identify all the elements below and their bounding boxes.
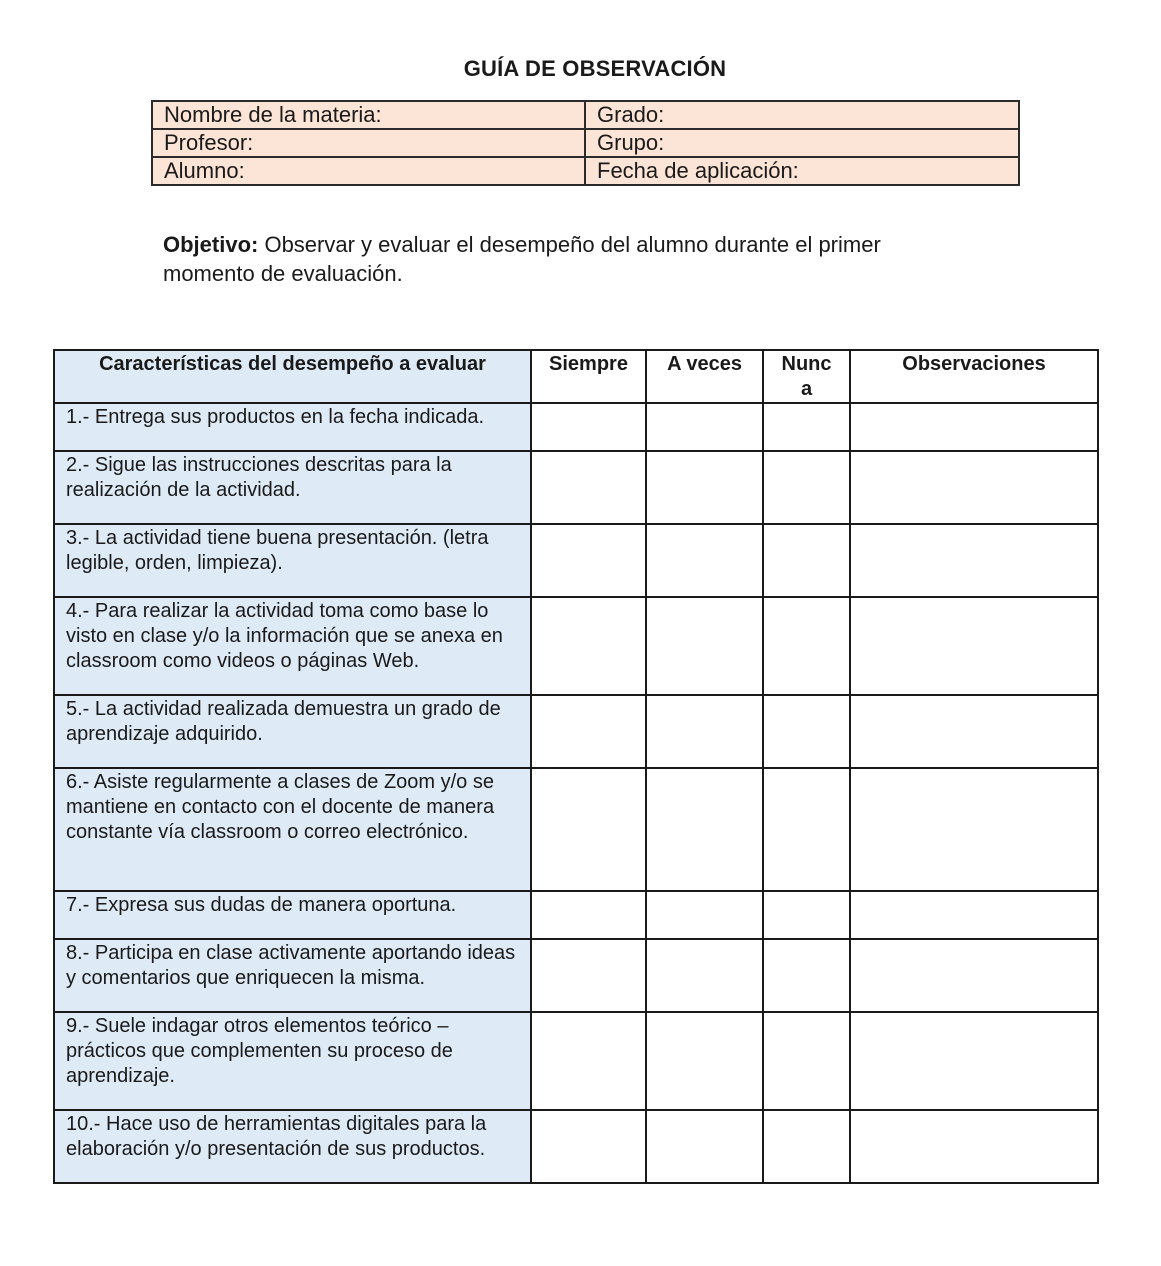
criterion-text: 7.- Expresa sus dudas de manera oportuna. [54,891,531,939]
criterion-text: 1.- Entrega sus productos en la fecha indicada. [54,403,531,451]
table-row [54,939,1098,1012]
table-row [54,768,1098,891]
criterion-text: 8.- Participa en clase activamente aportando ideas y comentarios que enriquecen la misma. [54,939,531,1012]
header-characteristics: Características del desempeño a evaluar [54,350,531,403]
header-a-veces: A veces [646,350,763,403]
criterion-text: 2.- Sigue las instrucciones descritas para la realización de la actividad. [54,451,531,524]
observaciones-cell[interactable] [850,1110,1098,1183]
siempre-cell[interactable] [531,695,646,768]
a-veces-cell[interactable] [646,695,763,768]
table-row [54,524,1098,597]
a-veces-cell[interactable] [646,451,763,524]
objective-text: Observar y evaluar el desempeño del alumno durante el primer momento de evaluación. [163,232,881,286]
table-row [54,451,1098,524]
observaciones-cell[interactable] [850,1012,1098,1110]
table-row [54,1110,1098,1183]
student-field[interactable]: Alumno: [152,157,585,185]
criterion-text: 10.- Hace uso de herramientas digitales para la elaboración y/o presentación de sus productos. [54,1110,531,1183]
siempre-cell[interactable] [531,939,646,1012]
siempre-cell[interactable] [531,403,646,451]
nunca-cell[interactable] [763,695,850,768]
header-siempre: Siempre [531,350,646,403]
teacher-field[interactable]: Profesor: [152,129,585,157]
group-field[interactable]: Grupo: [585,129,1019,157]
nunca-cell[interactable] [763,403,850,451]
a-veces-cell[interactable] [646,1012,763,1110]
observaciones-cell[interactable] [850,768,1098,891]
table-row [54,1012,1098,1110]
objective-paragraph [163,230,963,288]
criterion-text: 5.- La actividad realizada demuestra un grado de aprendizaje adquirido. [54,695,531,768]
evaluation-body [54,403,1098,1183]
table-row [54,891,1098,939]
observaciones-cell[interactable] [850,524,1098,597]
page-title: GUÍA DE OBSERVACIÓN [463,56,727,81]
application-date-field[interactable]: Fecha de aplicación: [585,157,1019,185]
a-veces-cell[interactable] [646,597,763,695]
criterion-text: 9.- Suele indagar otros elementos teórico – prácticos que complementen su proceso de aprendizaje. [54,1012,531,1110]
table-row [54,403,1098,451]
evaluation-table [53,349,1099,1184]
siempre-cell[interactable] [531,597,646,695]
table-row [54,597,1098,695]
objective-label: Objetivo: [163,232,259,257]
observaciones-cell[interactable] [850,403,1098,451]
siempre-cell[interactable] [531,451,646,524]
criterion-text: 6.- Asiste regularmente a clases de Zoom y/o se mantiene en contacto con el docente de manera constante vía classroom o correo electrónico. [54,768,531,891]
header-nunca: Nunc a [763,350,850,403]
nunca-cell[interactable] [763,1110,850,1183]
info-row [152,101,1019,129]
siempre-cell[interactable] [531,1110,646,1183]
subject-name-field[interactable]: Nombre de la materia: [152,101,585,129]
nunca-cell[interactable] [763,1012,850,1110]
a-veces-cell[interactable] [646,524,763,597]
siempre-cell[interactable] [531,768,646,891]
observaciones-cell[interactable] [850,891,1098,939]
nunca-cell[interactable] [763,891,850,939]
nunca-cell[interactable] [763,524,850,597]
observaciones-cell[interactable] [850,695,1098,768]
header-observaciones: Observaciones [850,350,1098,403]
a-veces-cell[interactable] [646,939,763,1012]
observaciones-cell[interactable] [850,939,1098,1012]
criterion-text: 4.- Para realizar la actividad toma como base lo visto en clase y/o la información que se anexa en classroom como videos o páginas Web. [54,597,531,695]
info-row [152,157,1019,185]
a-veces-cell[interactable] [646,768,763,891]
observaciones-cell[interactable] [850,451,1098,524]
siempre-cell[interactable] [531,524,646,597]
criterion-text: 3.- La actividad tiene buena presentación. (letra legible, orden, limpieza). [54,524,531,597]
nunca-cell[interactable] [763,451,850,524]
nunca-cell[interactable] [763,939,850,1012]
a-veces-cell[interactable] [646,891,763,939]
info-row [152,129,1019,157]
evaluation-header-row [54,350,1098,403]
a-veces-cell[interactable] [646,403,763,451]
grade-field[interactable]: Grado: [585,101,1019,129]
observaciones-cell[interactable] [850,597,1098,695]
siempre-cell[interactable] [531,1012,646,1110]
info-table [151,100,1020,186]
nunca-cell[interactable] [763,597,850,695]
nunca-cell[interactable] [763,768,850,891]
siempre-cell[interactable] [531,891,646,939]
a-veces-cell[interactable] [646,1110,763,1183]
table-row [54,695,1098,768]
